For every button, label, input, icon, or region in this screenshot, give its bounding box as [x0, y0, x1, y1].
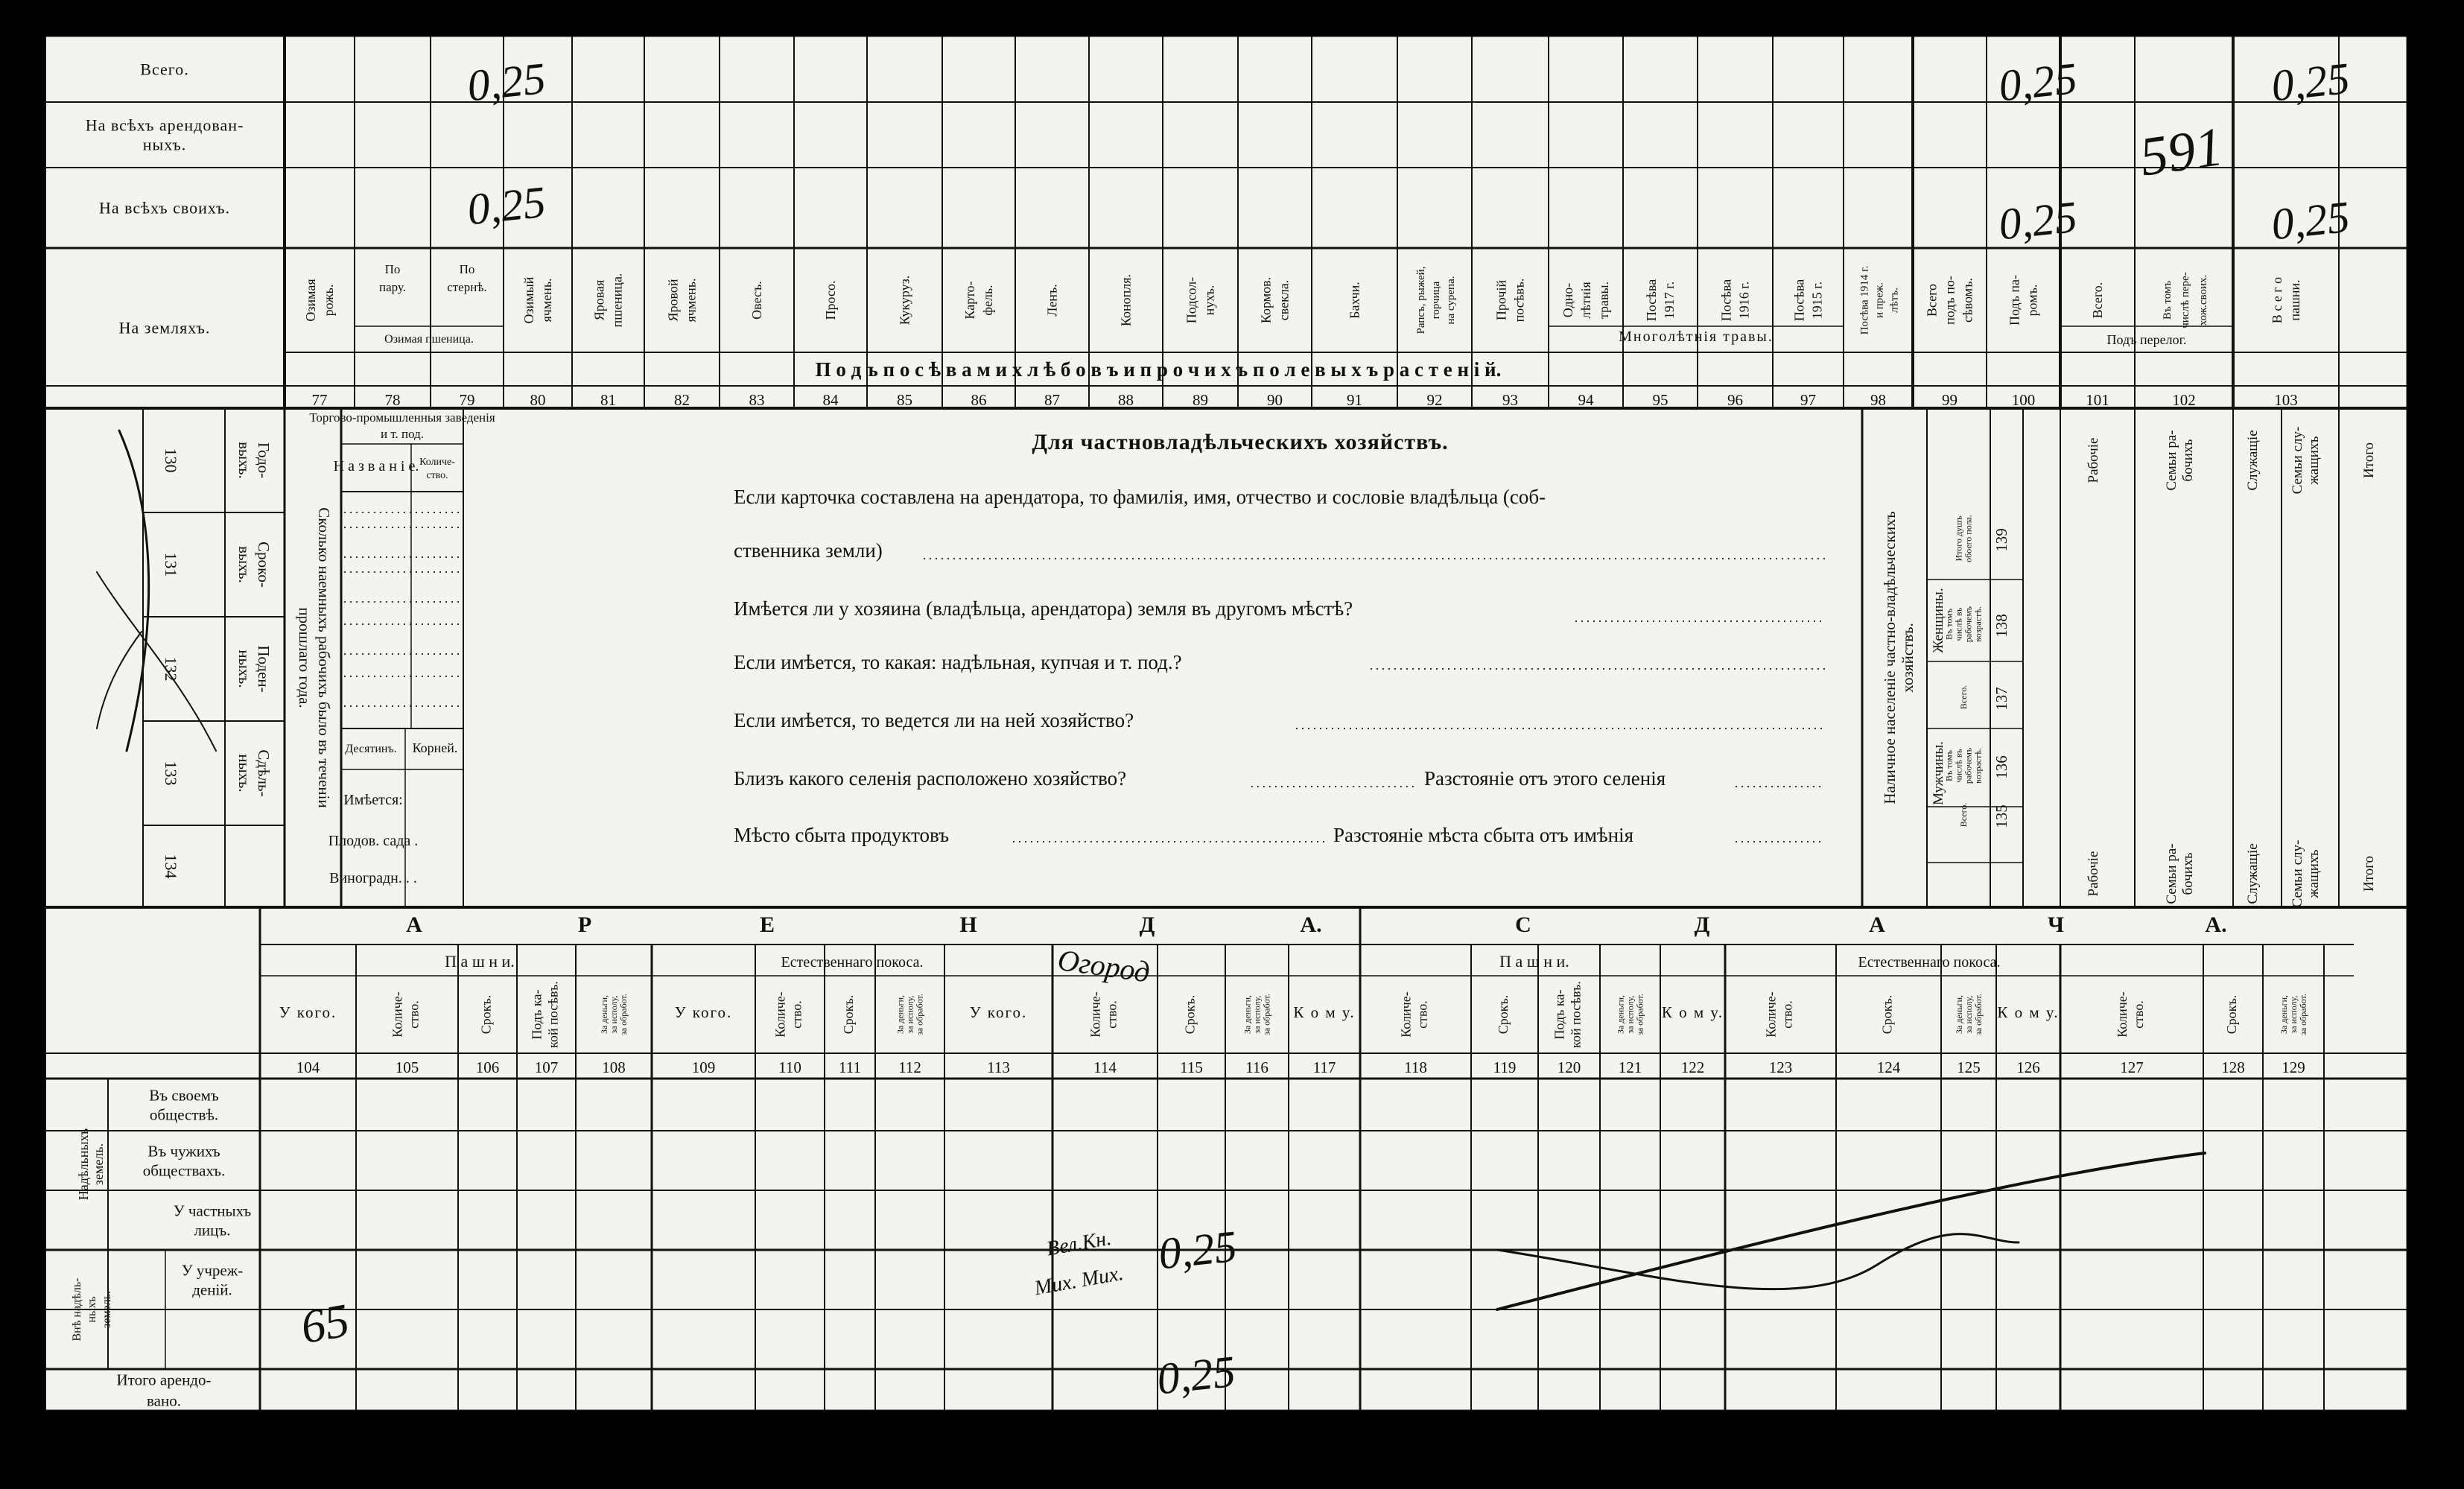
- column-number: 86: [971, 391, 987, 409]
- population-sublabel: Итого душъ: [1953, 515, 1964, 562]
- column-number: 117: [1312, 1058, 1336, 1076]
- crop-header: ячмень.: [683, 278, 699, 323]
- worker-type-label: выхъ.: [235, 546, 253, 583]
- land-group-label: ныхъ: [86, 1296, 98, 1323]
- column-number: 124: [1876, 1058, 1901, 1076]
- column-number: 138: [1993, 614, 2010, 638]
- form-question: Разстоянiе отъ этого селенiя: [1424, 767, 1666, 790]
- column-number: 80: [530, 391, 546, 409]
- column-number: 99: [1942, 391, 1957, 409]
- crop-header: Рапсъ, рыжей,: [1415, 266, 1427, 334]
- crop-header: пару.: [379, 279, 406, 294]
- handwritten-card-number: 591: [2136, 115, 2227, 188]
- crop-header: Кукуруз.: [897, 275, 912, 326]
- land-row-label: обществѣ.: [149, 1105, 219, 1124]
- column-number: 93: [1502, 391, 1518, 409]
- crop-header: Бахчи.: [1347, 282, 1362, 319]
- column-header: Срокъ.: [478, 994, 494, 1035]
- handwritten-strike-line: [1497, 1153, 2205, 1309]
- column-header: за обработ.: [2298, 994, 2308, 1035]
- crop-header: свекла.: [1276, 279, 1292, 321]
- column-header: Срокъ.: [1496, 994, 1511, 1035]
- handwritten-value-rented-total: 0,25: [1155, 1346, 1238, 1404]
- crop-header: Озимый: [521, 276, 536, 324]
- column-header: ство.: [789, 1000, 804, 1029]
- column-number: 105: [395, 1058, 419, 1076]
- handwritten-ogorod: Огород: [1055, 942, 1152, 989]
- crop-header: лѣтнiя: [1578, 282, 1593, 319]
- column-header: ство.: [1779, 1000, 1795, 1029]
- section-letter: А: [1869, 912, 1885, 937]
- crop-header: 1915 г.: [1809, 281, 1825, 320]
- right-col-header: Рабочiе: [2086, 851, 2101, 897]
- orchard-title: Имѣется:: [343, 792, 403, 808]
- crop-header: стернѣ.: [447, 279, 487, 294]
- trade-qty-header: Количе-: [419, 457, 455, 468]
- column-header: ство.: [1104, 1000, 1120, 1029]
- column-number: 92: [1426, 391, 1443, 409]
- column-number: 97: [1800, 391, 1816, 409]
- crop-header: Подсол-: [1184, 276, 1199, 324]
- orchard-col: Корней.: [412, 740, 458, 755]
- right-col-header: жащихъ: [2306, 436, 2322, 485]
- column-number: 87: [1044, 391, 1060, 409]
- population-sublabel: Въ томъ: [1943, 750, 1955, 781]
- column-number: 78: [384, 391, 401, 409]
- subgroup-pokos: Естественнаго покоса.: [781, 954, 924, 971]
- form-question: ственника земли): [734, 539, 883, 562]
- crop-header: пашни.: [2287, 279, 2302, 321]
- right-col-header: Семьи ра-: [2164, 430, 2179, 491]
- land-row-label: У частныхъ: [173, 1201, 252, 1220]
- section-letter: Д: [1694, 912, 1710, 937]
- column-header: за исполу,: [1251, 995, 1263, 1034]
- column-header: К о м у.: [1293, 1003, 1356, 1021]
- population-sublabel: Въ томъ: [1943, 609, 1955, 640]
- subgroup-pashni: П а ш н и.: [445, 952, 515, 971]
- total-row-label: вано.: [147, 1391, 181, 1410]
- column-number: 77: [311, 391, 328, 409]
- column-header: За деньги,: [1954, 994, 1964, 1035]
- crop-header: Всего: [1924, 283, 1940, 317]
- crop-header: ячмень.: [539, 278, 554, 323]
- crop-header: Подъ па-: [2007, 274, 2022, 326]
- crop-header: Кормов.: [1258, 276, 1274, 324]
- column-header: за исполу,: [1963, 995, 1974, 1034]
- column-number: 107: [534, 1058, 559, 1076]
- column-number: 81: [600, 391, 616, 409]
- handwritten-value-total: 0,25: [465, 53, 548, 111]
- column-number: 95: [1652, 391, 1668, 409]
- row-label: Всего.: [140, 60, 189, 79]
- worker-type-label: Поден-: [255, 645, 273, 693]
- handwritten-value-own: 0,25: [465, 177, 548, 235]
- column-number: 136: [1993, 755, 2010, 779]
- right-col-header: бочихъ: [2180, 439, 2196, 482]
- orchard-row: Виноградн. . .: [329, 870, 417, 886]
- crop-header: Всего.: [2090, 282, 2105, 319]
- orchard-row: Плодов. сада .: [328, 833, 419, 849]
- worker-type-label: ныхъ.: [235, 650, 253, 688]
- land-row-label: Въ своемъ: [149, 1086, 219, 1105]
- crop-header: 1917 г.: [1662, 281, 1677, 320]
- land-row-label: обществахъ.: [142, 1161, 226, 1180]
- column-number: 126: [2016, 1058, 2040, 1076]
- column-number: 129: [2282, 1058, 2305, 1076]
- column-header: за обработ.: [914, 994, 925, 1035]
- crop-header: пшеница.: [609, 273, 625, 328]
- handwritten-value-rented: 0,25: [1156, 1221, 1239, 1279]
- column-number: 115: [1180, 1058, 1203, 1076]
- column-header: За деньги,: [2279, 994, 2289, 1035]
- column-number: 103: [2274, 391, 2298, 409]
- column-number: 108: [602, 1058, 626, 1076]
- section-letter: Н: [959, 912, 977, 937]
- column-header: Количе-: [1763, 991, 1779, 1038]
- column-number: 106: [475, 1058, 500, 1076]
- crop-header: Посѣва 1914 г.: [1858, 265, 1871, 335]
- form-question: Если имѣется, то ведется ли на ней хозяйство?: [734, 709, 1134, 731]
- column-number: 134: [162, 854, 180, 879]
- column-header: За деньги,: [1615, 994, 1626, 1035]
- column-number: 125: [1957, 1058, 1981, 1076]
- total-row-label: Итого арендо-: [116, 1371, 212, 1389]
- handwritten-number: 65: [296, 1293, 353, 1354]
- crop-header: числѣ пере-: [2179, 272, 2191, 328]
- column-number: 82: [674, 391, 690, 409]
- handwritten-value-total: 0,25: [2269, 53, 2352, 111]
- column-header: ство.: [2131, 1000, 2146, 1029]
- population-sublabel: Всего.: [1958, 685, 1969, 710]
- column-header: У кого.: [279, 1003, 337, 1021]
- crop-header: Въ томъ: [2162, 280, 2174, 320]
- crop-header: Озимая: [303, 279, 318, 322]
- column-number: 123: [1768, 1058, 1793, 1076]
- column-header: за исполу,: [609, 995, 619, 1034]
- crop-header: Яровой: [665, 279, 681, 322]
- population-sublabel: Всего.: [1958, 802, 1969, 828]
- crop-header: и преж.: [1873, 282, 1886, 319]
- column-number: 109: [691, 1058, 716, 1076]
- crop-header: Посѣва: [1644, 279, 1659, 322]
- column-header: за исполу,: [904, 995, 915, 1034]
- land-group-label: земель.: [91, 1143, 106, 1186]
- section-letter: Р: [577, 912, 592, 937]
- section-letter: Ч: [2047, 912, 2065, 937]
- handwritten-value-total: 0,25: [1996, 53, 2080, 111]
- column-number: 79: [459, 391, 475, 409]
- column-number: 84: [822, 391, 839, 409]
- column-number: 90: [1267, 391, 1283, 409]
- population-sublabel: числѣ въ: [1953, 749, 1964, 783]
- workers-vertical-label: Сколько наемныхъ рабочихъ было въ теченiи: [315, 507, 333, 808]
- population-group: Мужчины.: [1931, 741, 1946, 805]
- column-header: Срокъ.: [1879, 994, 1895, 1035]
- crop-header: фель.: [980, 285, 995, 316]
- land-group-label: Внѣ надѣль-: [71, 1277, 83, 1342]
- form-question: Разстоянiе мѣста сбыта отъ имѣнiя: [1333, 824, 1634, 846]
- column-number: 102: [2172, 391, 2196, 409]
- column-number: 122: [1680, 1058, 1705, 1076]
- handwritten-value-own: 0,25: [2269, 191, 2352, 250]
- right-col-header: Рабочiе: [2086, 437, 2101, 483]
- column-number: 96: [1727, 391, 1743, 409]
- row-label: На земляхъ.: [118, 318, 211, 337]
- trade-qty-header: ство.: [426, 470, 448, 481]
- column-header: за исполу,: [1625, 995, 1636, 1034]
- column-number: 133: [162, 761, 180, 786]
- column-header: К о м у.: [1997, 1003, 2060, 1021]
- crop-header: В с е г о: [2270, 276, 2284, 324]
- crop-header: Одно-: [1560, 282, 1575, 318]
- row-label: ныхъ.: [142, 135, 187, 154]
- right-col-header: Служащiе: [2245, 843, 2261, 904]
- right-col-header: жащихъ: [2306, 849, 2322, 898]
- trade-header: Торгово-промышленныя заведенiя: [309, 410, 495, 425]
- population-sublabel: рабочемъ: [1963, 747, 1974, 784]
- column-number: 94: [1578, 391, 1594, 409]
- subgroup-pokos: Естественнаго покоса.: [1858, 954, 2001, 971]
- column-number: 139: [1993, 528, 2010, 552]
- handwritten-owner-note: Вел.Кн.: [1044, 1226, 1114, 1261]
- crop-header: По: [384, 261, 401, 276]
- column-number: 114: [1093, 1058, 1117, 1076]
- column-header: за обработ.: [1261, 994, 1272, 1035]
- trade-header: и т. под.: [380, 427, 425, 441]
- crop-header: Ленъ.: [1044, 284, 1060, 317]
- worker-type-label: Годо-: [255, 442, 273, 479]
- worker-type-label: выхъ.: [235, 442, 253, 479]
- column-header: Количе-: [2115, 991, 2130, 1038]
- crop-header: травы.: [1596, 281, 1611, 320]
- handwritten-value-own: 0,25: [1996, 191, 2080, 250]
- crop-header: подъ по-: [1942, 276, 1957, 325]
- right-col-header: Итого: [2361, 442, 2377, 479]
- column-number: 113: [987, 1058, 1010, 1076]
- census-card-page: [45, 36, 2407, 1411]
- section-letter: А.: [2205, 912, 2227, 937]
- pencil-mark: [97, 572, 216, 751]
- population-sublabel: возрастѣ.: [1972, 606, 1984, 642]
- column-number: 89: [1193, 391, 1208, 409]
- crop-header: на сурепа.: [1445, 276, 1457, 325]
- pencil-mark: [119, 431, 149, 751]
- trade-name-header: Н а з в а н i е.: [333, 458, 419, 474]
- column-header: кой посѣвъ.: [1568, 981, 1584, 1048]
- crop-header: Яровая: [591, 279, 607, 321]
- handwritten-owner-note: Мих. Мих.: [1032, 1261, 1125, 1301]
- population-vertical-label: хозяйствъ.: [1899, 623, 1917, 693]
- column-number: 121: [1618, 1058, 1642, 1076]
- column-number: 85: [897, 391, 912, 409]
- column-number: 104: [296, 1058, 320, 1076]
- section-letter: Д: [1139, 912, 1155, 937]
- worker-type-label: ныхъ.: [235, 754, 253, 793]
- column-header: За деньги,: [599, 994, 609, 1035]
- column-header: Подъ ка-: [529, 989, 544, 1040]
- group-header-grass: Многолѣтнiя травы.: [1619, 328, 1774, 345]
- population-sublabel: обоего пола.: [1963, 515, 1974, 562]
- column-number: 110: [778, 1058, 801, 1076]
- worker-type-label: Сдѣль-: [255, 749, 273, 797]
- column-header: За деньги,: [895, 994, 906, 1035]
- crop-header: ромъ.: [2025, 284, 2040, 317]
- population-vertical-label: Наличное населенiе частно-владѣльческихъ: [1881, 511, 1899, 804]
- group-header-fallow: Подъ перелог.: [2106, 332, 2187, 347]
- column-number: 131: [162, 552, 180, 577]
- land-group-label: Надѣльныхъ: [76, 1128, 91, 1201]
- crop-header: Конопля.: [1118, 273, 1134, 327]
- column-number: 137: [1993, 687, 2010, 711]
- crop-header: 1916 г.: [1736, 281, 1752, 320]
- column-number: 128: [2221, 1058, 2245, 1076]
- section-letter: С: [1515, 912, 1531, 937]
- column-number: 119: [1493, 1058, 1517, 1076]
- right-col-header: Семьи слу-: [2290, 839, 2305, 908]
- column-number: 127: [2120, 1058, 2144, 1076]
- private-farm-title: Для частновладѣльческихъ хозяйствъ.: [1032, 430, 1449, 454]
- column-number: 116: [1245, 1058, 1268, 1076]
- column-header: за исполу,: [2288, 995, 2299, 1034]
- crop-header: Посѣва: [1718, 279, 1734, 322]
- column-header: ство.: [1414, 1000, 1430, 1029]
- crop-header: нухъ.: [1201, 285, 1217, 316]
- section-letter: А: [406, 912, 422, 937]
- group-header-wheat: Озимая пшеница.: [384, 333, 474, 346]
- population-group: Женщины.: [1931, 588, 1946, 653]
- column-header: кой посѣвъ.: [545, 981, 561, 1048]
- column-number: 135: [1993, 804, 2010, 828]
- crop-header: сѣвомъ.: [1960, 278, 1975, 323]
- column-header: Срокъ.: [1182, 994, 1198, 1035]
- column-number: 112: [898, 1058, 921, 1076]
- column-header: У кого.: [674, 1003, 733, 1021]
- crop-header: посѣвъ.: [1511, 278, 1527, 323]
- crop-header: Прочiй: [1493, 279, 1509, 321]
- row-label: На всѣхъ своихъ.: [99, 198, 230, 218]
- column-header: ство.: [406, 1000, 422, 1029]
- land-group-label: земель.: [101, 1291, 113, 1328]
- section-letter: А.: [1300, 912, 1322, 937]
- right-col-header: Семьи ра-: [2164, 843, 2179, 904]
- census-card-sheet: [45, 36, 2407, 1411]
- land-row-label: лицъ.: [194, 1221, 231, 1239]
- right-col-header: Итого: [2361, 855, 2377, 892]
- column-header: Срокъ.: [2224, 994, 2239, 1035]
- column-number: 88: [1118, 391, 1134, 409]
- land-row-label: Въ чужихъ: [147, 1142, 220, 1161]
- orchard-col: Десятинъ.: [345, 743, 397, 755]
- column-number: 100: [2011, 391, 2036, 409]
- column-number: 118: [1404, 1058, 1427, 1076]
- land-row-label: У учреж-: [181, 1261, 244, 1280]
- column-header: за обработ.: [618, 994, 629, 1035]
- crop-header: горчица: [1430, 281, 1442, 320]
- column-header: За деньги,: [1242, 994, 1253, 1035]
- column-number: 132: [162, 656, 180, 682]
- section-letter: Е: [759, 912, 775, 937]
- crop-header: рожь.: [321, 284, 336, 317]
- right-col-header: бочихъ: [2180, 852, 2196, 895]
- column-header: за обработ.: [1634, 994, 1645, 1035]
- column-header: У кого.: [969, 1003, 1028, 1021]
- column-number: 120: [1557, 1058, 1581, 1076]
- crop-header: Карто-: [962, 281, 977, 320]
- form-question: Если карточка составлена на арендатора, то фамилiя, имя, отчество и сословiе владѣльца (соб-: [734, 486, 1546, 508]
- population-sublabel: рабочемъ: [1963, 606, 1974, 643]
- form-question: Мѣсто сбыта продуктовъ: [734, 824, 950, 846]
- right-col-header: Служащiе: [2245, 430, 2261, 491]
- row-label: На всѣхъ арендован-: [85, 115, 244, 135]
- column-header: Количе-: [772, 991, 788, 1038]
- column-header: К о м у.: [1661, 1003, 1724, 1021]
- workers-vertical-label: прошлаго года.: [296, 607, 314, 708]
- crop-header: хож.своих.: [2197, 274, 2209, 326]
- column-number: 91: [1347, 391, 1362, 409]
- crop-header: лѣтъ.: [1888, 288, 1901, 313]
- column-number: 98: [1870, 391, 1886, 409]
- column-header: Подъ ка-: [1552, 989, 1567, 1040]
- column-header: Срокъ.: [841, 994, 856, 1035]
- band-title: П о д ъ п о с ѣ в а м и х л ѣ б о в ъ и п р о ч и х ъ п о л е в ы х ъ р а с т е н i й.: [815, 358, 1502, 381]
- crop-header: По: [459, 261, 475, 276]
- right-col-header: Семьи слу-: [2290, 426, 2305, 495]
- column-header: Количе-: [1398, 991, 1414, 1038]
- crop-header: Просо.: [823, 280, 838, 320]
- column-number: 111: [839, 1058, 861, 1076]
- population-sublabel: возрастѣ.: [1972, 748, 1984, 784]
- crop-header: Овесъ.: [749, 281, 764, 320]
- column-number: 83: [749, 391, 765, 409]
- form-question: Имѣется ли у хозяина (владѣльца, арендатора) земля въ другомъ мѣстѣ?: [734, 597, 1353, 620]
- crop-header: Посѣва: [1791, 279, 1807, 322]
- form-question: Если имѣется, то какая: надѣльная, купчая и т. под.?: [734, 651, 1182, 673]
- population-sublabel: числѣ въ: [1953, 607, 1964, 641]
- column-number: 130: [162, 448, 180, 473]
- column-header: за обработ.: [1973, 994, 1984, 1035]
- column-number: 101: [2086, 391, 2109, 409]
- worker-type-label: Сроко-: [255, 542, 273, 588]
- column-header: Количе-: [390, 991, 405, 1038]
- land-row-label: денiй.: [192, 1280, 232, 1299]
- subgroup-pashni: П а ш н и.: [1499, 952, 1569, 971]
- column-header: Количе-: [1087, 991, 1103, 1038]
- form-question: Близъ какого селенiя расположено хозяйство?: [734, 767, 1127, 790]
